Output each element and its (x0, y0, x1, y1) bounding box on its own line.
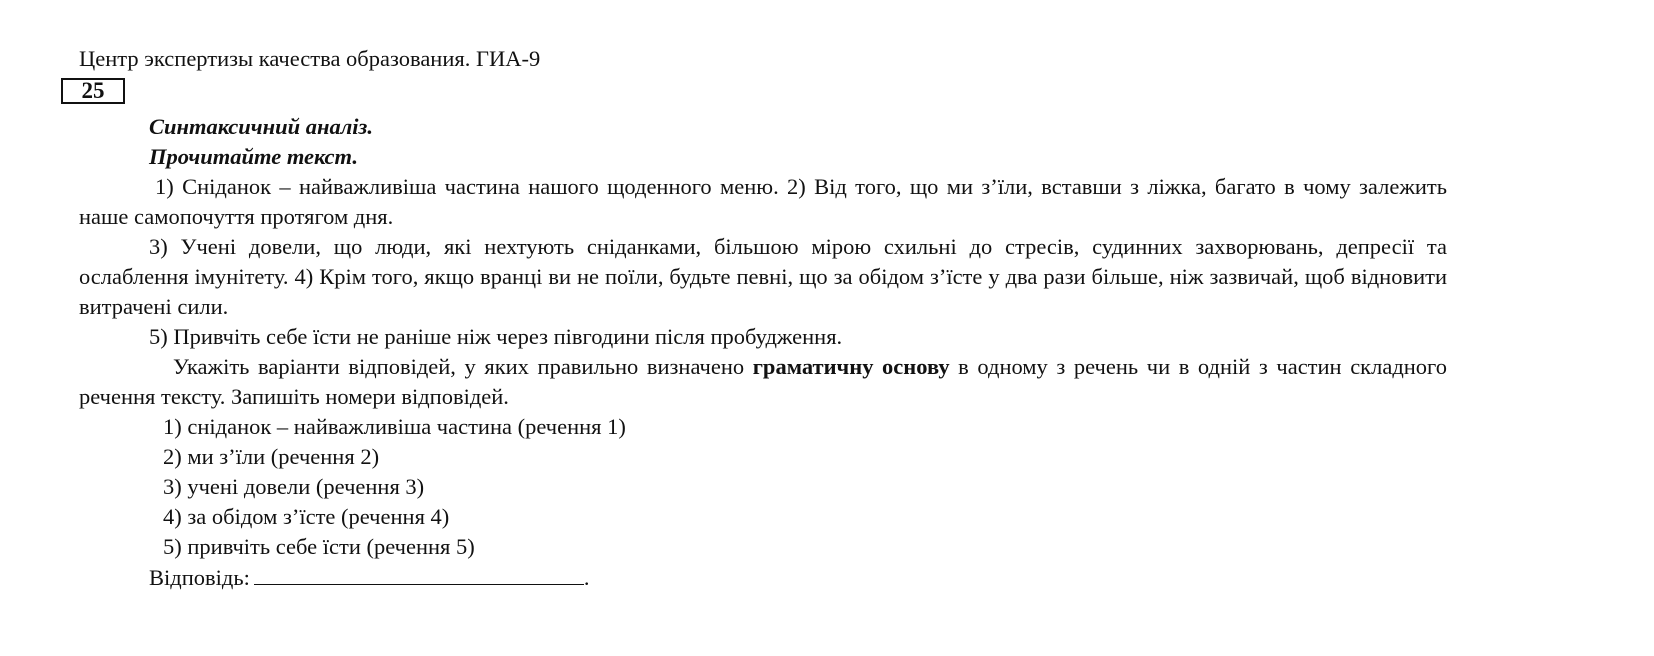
answer-option-1: 1) сніданок – найважливіша частина (речення 1) (163, 414, 626, 439)
text-paragraph-1-body: 1) Сніданок – найважливіша частина нашого щоденного меню. 2) Від того, що ми з’їли, вставши з ліжка, багато в чому залежить наше самопочуття протягом дня. (79, 174, 1447, 229)
task-number-box: 25 (61, 78, 125, 104)
answer-label: Відповідь: (149, 565, 250, 590)
answer-option-5: 5) привчіть себе їсти (речення 5) (163, 534, 475, 559)
instruction-text-end: в одному з речень чи в одній з частин складного речення тексту. Запишіть номери відповідей. (79, 354, 1447, 409)
answer-option-4: 4) за обідом з’їсте (речення 4) (163, 504, 450, 529)
text-paragraph-2 (79, 232, 1447, 322)
answer-end-dot: . (583, 565, 590, 590)
task-heading-read: Прочитайте текст. (149, 144, 358, 169)
instruction-text (79, 352, 1447, 412)
instruction-text-bold: граматичну основу (752, 354, 950, 379)
text-paragraph-2-body: 3) Учені довели, що люди, які нехтують сніданками, більшою мірою схильні до стресів, судинних захворювань, депресії та ослаблення імунітету. 4) Крім того, якщо вранці ви не поїли, будьте певні, що за обідом з’їсте у два рази більше, ніж зазвичай, щоб відновити витрачені сили. (79, 234, 1447, 319)
answer-option-2: 2) ми з’їли (речення 2) (163, 444, 380, 469)
text-paragraph-3 (79, 322, 1447, 352)
answer-row (79, 562, 1447, 592)
task-content (79, 112, 1447, 592)
instruction-paragraph (79, 352, 1447, 412)
answer-option-3: 3) учені довели (речення 3) (163, 474, 425, 499)
task-heading-syntax: Синтаксичний аналіз. (149, 114, 373, 139)
text-paragraph-3-body: 5) Привчіть себе їсти не раніше ніж через півгодини після пробудження. (149, 324, 843, 349)
instruction-text-start: Укажіть варіанти відповідей, у яких правильно визначено (173, 354, 753, 379)
page-header-title: Центр экспертизы качества образования. ГИА-9 (79, 46, 541, 71)
answer-input-line[interactable] (254, 562, 584, 585)
text-paragraph-1 (79, 172, 1447, 232)
